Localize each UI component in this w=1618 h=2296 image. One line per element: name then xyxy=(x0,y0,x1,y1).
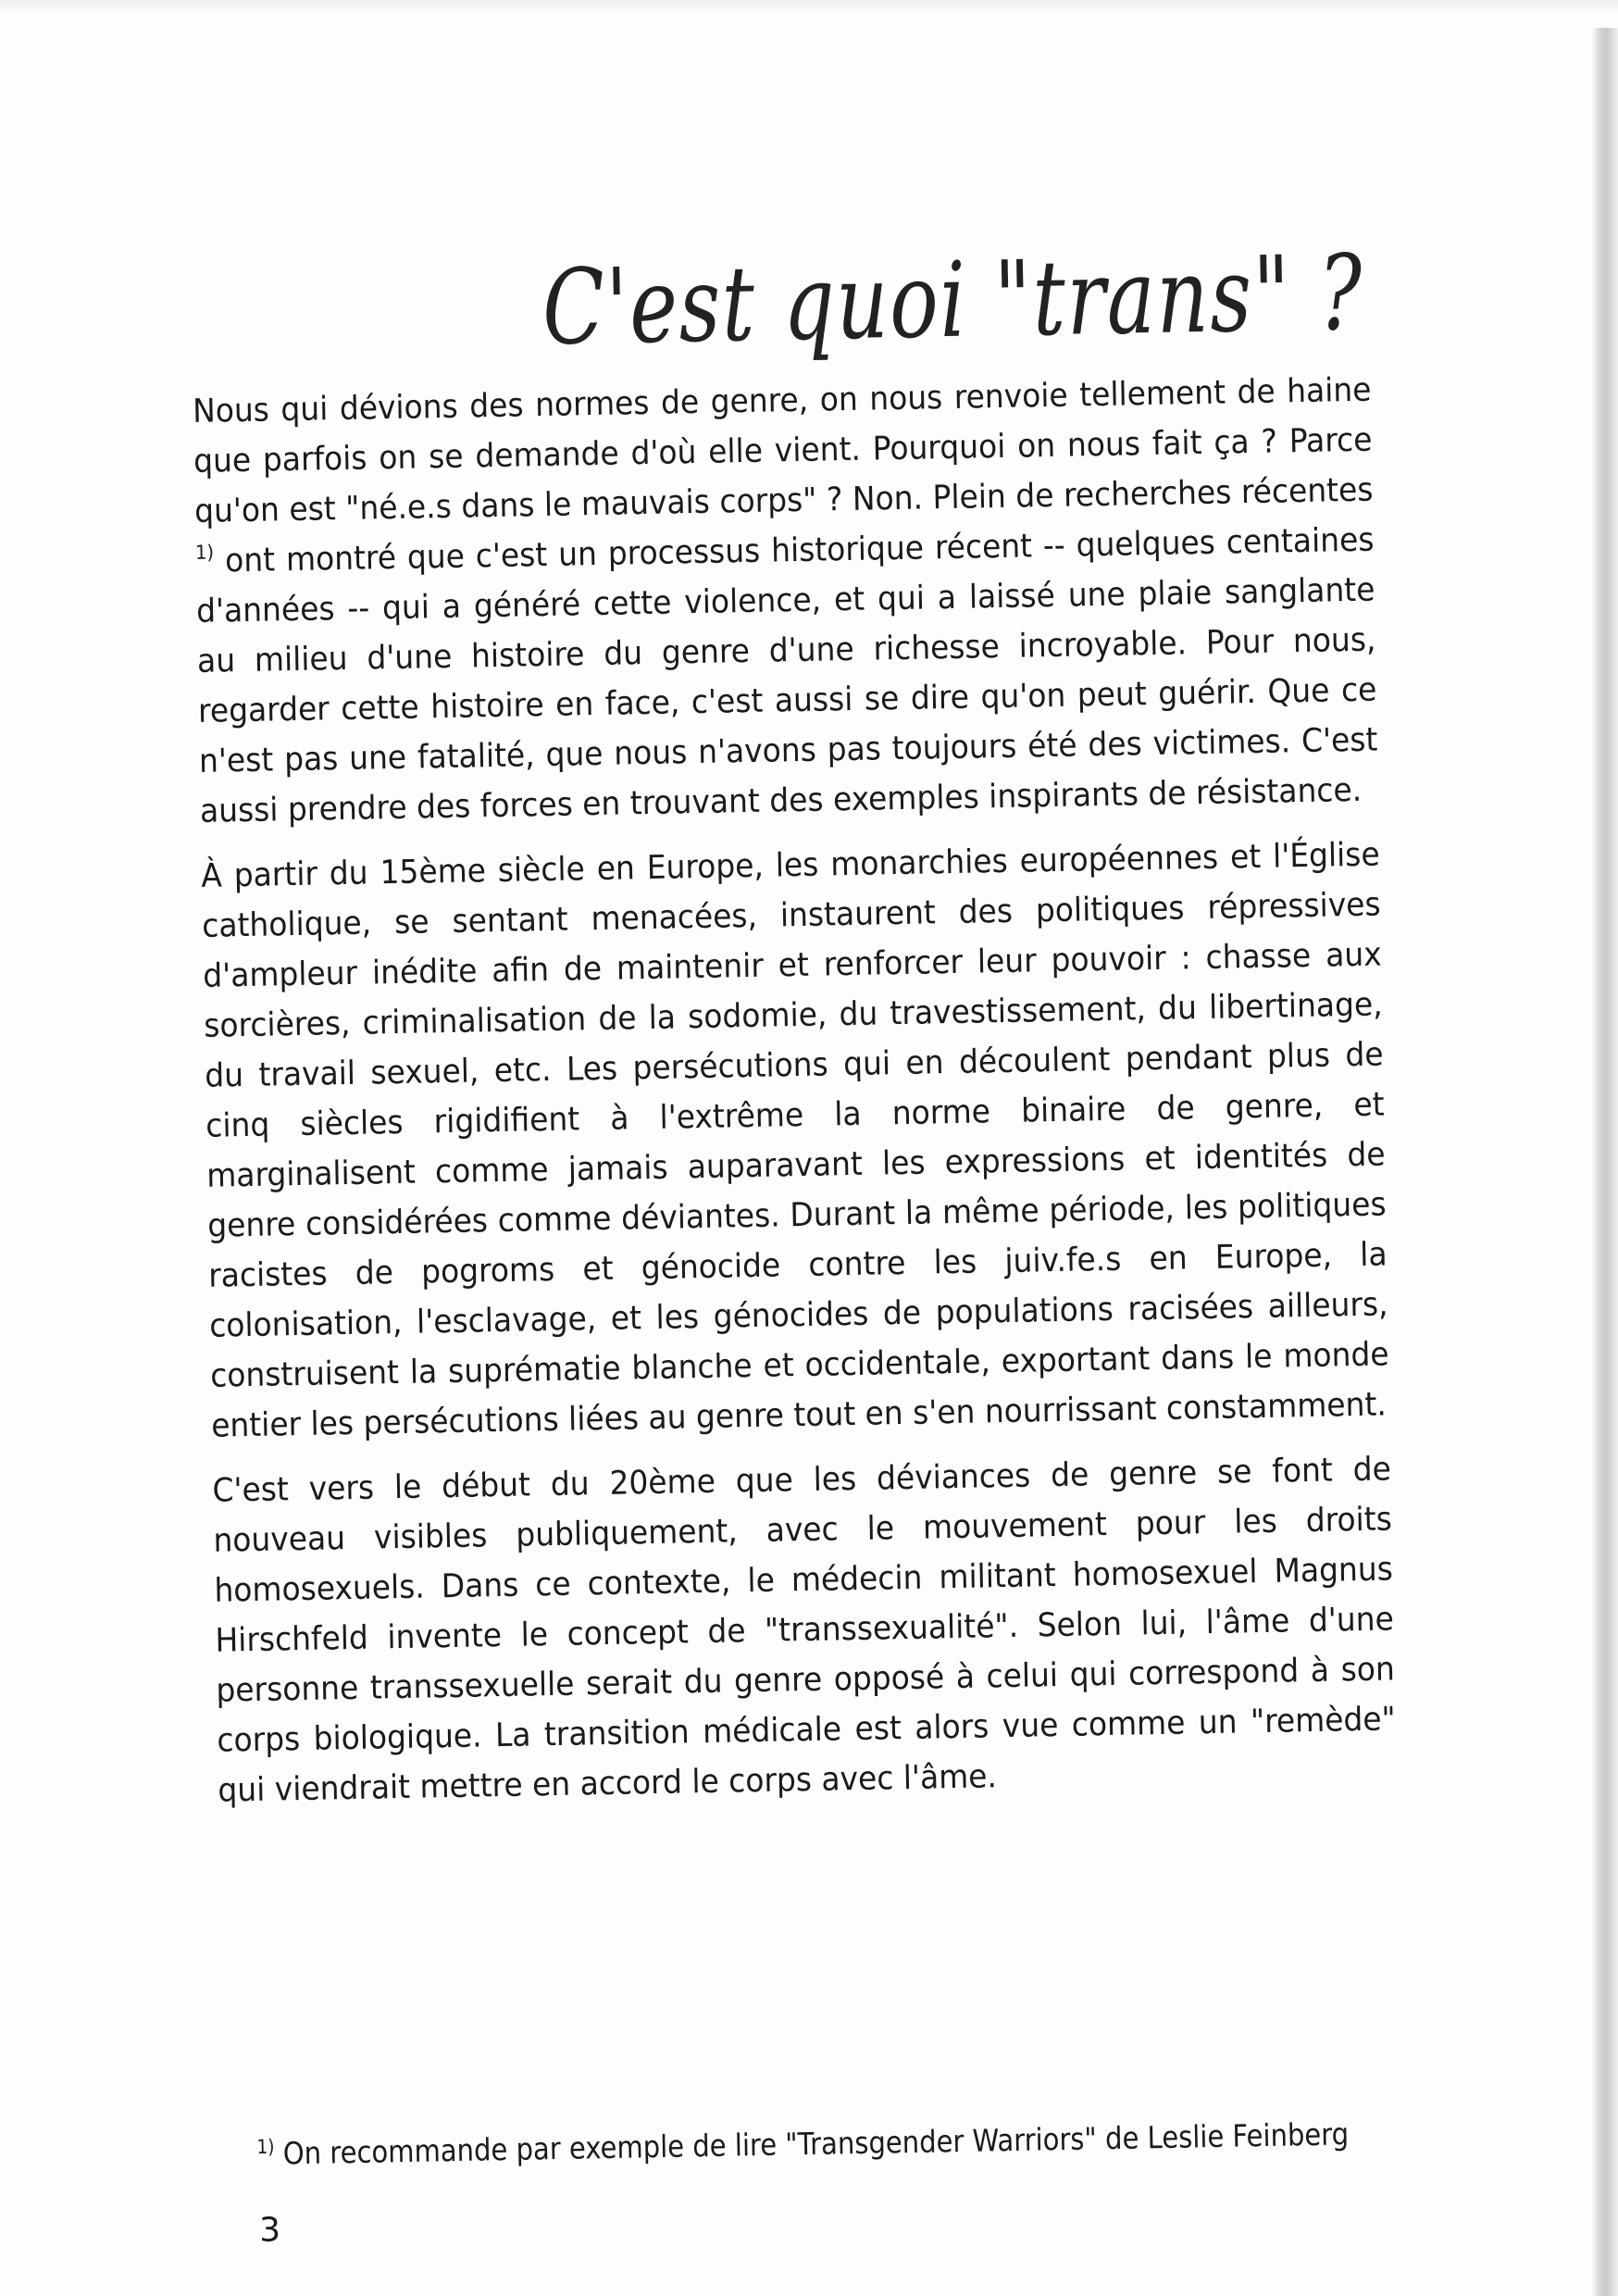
paragraph-intro-text-1: Nous qui dévions des normes de genre, on nous renvoie tellement de haine que parfois on se demande d'où elle vient. Pourquoi on nous fait ça ? Parce qu'on est "né.e.s dans le mauvais corps" ? Non. Plein de recherches récentes xyxy=(192,370,1374,530)
paragraph-intro-text-2: ont montré que c'est un processus historique récent -- quelques centaines d'années -- qui a généré cette violence, et qui a laissé une plaie sanglante au milieu d'une histoire du genre d'une richesse incroyable. Pour nous, regarder cette histoire en face, c'est aussi se dire qu'on peut guérir. Que ce n'est pas une fatalité, que nous n'avons pas toujours été des victimes. C'est aussi prendre des forces en trouvant des exemples inspirants de résistance. xyxy=(195,520,1378,830)
paragraph-20th-century: C'est vers le début du 20ème que les déviances de genre se font de nouveau visibles publiquement, avec le mouvement pour les droits homosexuels. Dans ce contexte, le médecin militant homosexuel Magnus Hirschfeld invente le concept de "transsexualité". Selon lui, l'âme d'une personne transsexuelle serait du genre opposé à celui qui correspond à son corps biologique. La transition médicale est alors vue comme un "remède" qui viendrait mettre en accord le corps avec l'âme. xyxy=(212,1450,1397,1810)
paragraph-intro xyxy=(193,366,1379,837)
page-number: 3 xyxy=(258,2211,281,2250)
footnote xyxy=(256,2115,1438,2172)
booklet-spine-shadow xyxy=(1592,28,1618,2296)
footnote-marker: 1) xyxy=(256,2135,275,2158)
footnote-reference: 1) xyxy=(194,541,215,564)
body-text xyxy=(193,366,1398,1831)
page-title: C'est quoi "trans" ? xyxy=(541,232,1365,368)
footnote-text: On recommande par exemple de lire "Transgender Warriors" de Leslie Feinberg xyxy=(274,2115,1350,2172)
page xyxy=(185,0,1523,2296)
paragraph-history: À partir du 15ème siècle en Europe, les monarchies européennes et l'Église catholique, se sentant menacées, instaurent des politiques répressives d'ampleur inédite afin de maintenir et renforcer leur pouvoir : chasse aux sorcières, criminalisation de la sodomie, du travestissement, du libertinage, du travail sexuel, etc. Les persécutions qui en découlent pendant plus de cinq siècles rigidifient à l'extrême la norme binaire de genre, et marginalisent comme jamais auparavant les expressions et identités de genre considérées comme déviantes. Durant la même période, les politiques racistes de pogroms et génocide contre les juiv.fe.s en Europe, la colonisation, l'esclavage, et les génocides de populations racisées ailleurs, construisent la suprématie blanche et occidentale, exportant dans le monde entier les persécutions liées au genre tout en s'en nourrissant constamment. xyxy=(200,835,1389,1445)
